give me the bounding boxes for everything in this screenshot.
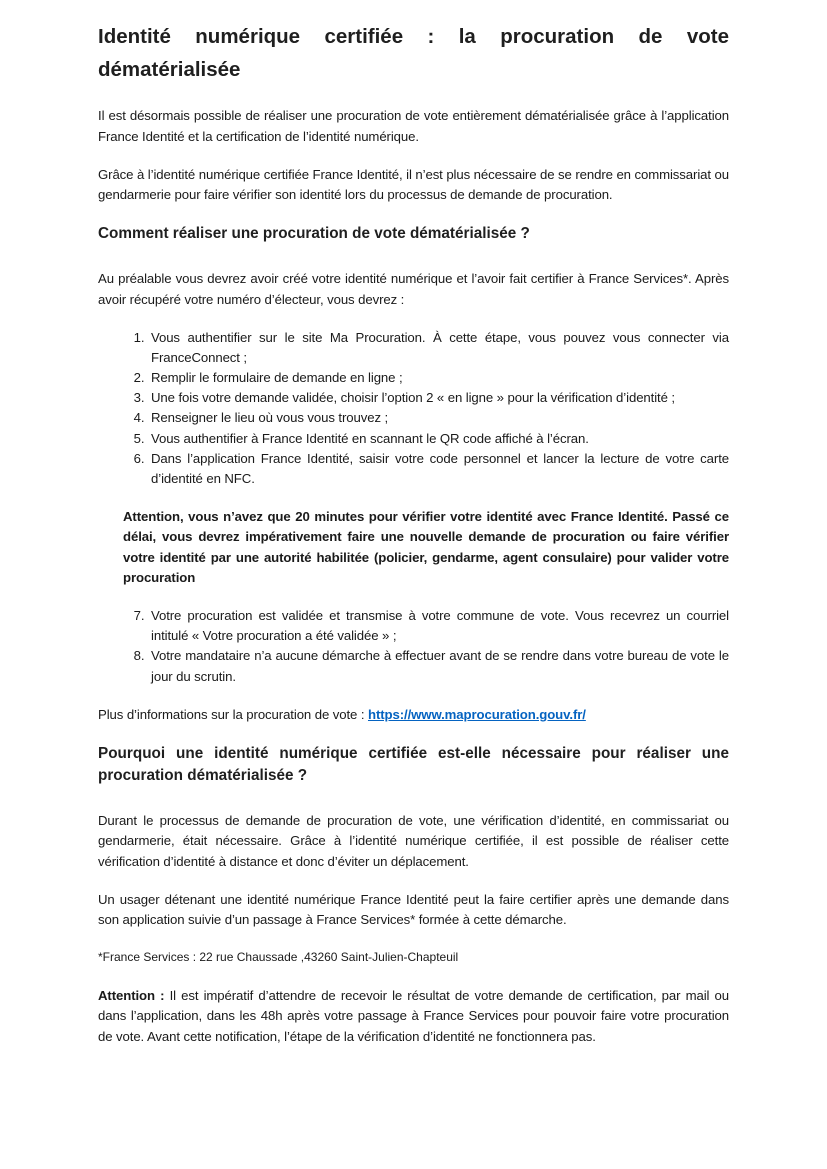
document-title: Identité numérique certifiée : la procuration de vote dématérialisée	[98, 25, 729, 82]
how-section-lead: Au préalable vous devrez avoir créé votre identité numérique et l’avoir fait certifier à France Services*. Après avoir récupéré votre numéro d’électeur, vous devrez :	[98, 271, 729, 307]
more-info-line	[98, 705, 729, 725]
maprocuration-link[interactable]: https://www.maprocuration.gouv.fr/	[367, 706, 586, 722]
intro-paragraph-2: Grâce à l’identité numérique certifiée France Identité, il n’est plus nécessaire de se rendre en commissariat ou gendarmerie pour faire vérifier son identité lors du processus de demande de procuration.	[98, 166, 729, 202]
how-section-heading: Comment réaliser une procuration de vote dématérialisée ?	[98, 225, 530, 243]
step-item: 6. Dans l’application France Identité, saisir votre code personnel et lancer la lecture de votre carte d’identité en NFC.	[148, 449, 729, 489]
steps-list-7-8	[98, 606, 729, 687]
intro-paragraph-1: Il est désormais possible de réaliser une procuration de vote entièrement dématérialisée grâce à l’application France Identité et la certification de l’identité numérique.	[98, 108, 729, 144]
france-services-footnote: *France Services : 22 rue Chaussade ,43260 Saint-Julien-Chapteuil	[98, 950, 459, 965]
why-paragraph-2: Un usager détenant une identité numérique France Identité peut la faire certifier après une demande dans son application suivie d’un passage à France Services* formée à cette démarche.	[98, 891, 729, 927]
steps-list-1-6	[98, 328, 729, 490]
more-info-label: Plus d’informations sur la procuration de vote :	[98, 706, 368, 722]
step-item: 5. Vous authentifier à France Identité en scannant le QR code affiché à l’écran.	[148, 429, 729, 449]
step-item: 7. Votre procuration est validée et transmise à votre commune de vote. Vous recevrez un courriel intitulé « Votre procuration a été validée » ;	[148, 606, 729, 646]
attention-text: Il est impératif d’attendre de recevoir le résultat de votre demande de certification, par mail ou dans l’application, dans les 48h après votre passage à France Services pour pouvoir faire votre procuration de vote. Avant cette notification, l’étape de la vérification d’identité ne fonctionnera pas.	[98, 988, 729, 1044]
attention-label: Attention :	[98, 988, 165, 1004]
why-section-heading: Pourquoi une identité numérique certifiée est-elle nécessaire pour réaliser une procuration dématérialisée ?	[98, 744, 729, 785]
step-item: 1. Vous authentifier sur le site Ma Procuration. À cette étape, vous pouvez vous connecter via FranceConnect ;	[148, 328, 729, 368]
step-item: 2. Remplir le formulaire de demande en ligne ;	[148, 368, 729, 388]
attention-paragraph	[98, 986, 729, 1047]
time-limit-warning: Attention, vous n’avez que 20 minutes pour vérifier votre identité avec France Identité. Passé ce délai, vous devrez impérativement faire une nouvelle demande de procuration ou faire vérifier votre identité par une autorité habilitée (policier, gendarme, agent consulaire) pour valider votre procuration	[123, 509, 729, 585]
why-paragraph-1: Durant le processus de demande de procuration de vote, une vérification d’identité, en commissariat ou gendarmerie, était nécessaire. Grâce à l’identité numérique certifiée, il est possible de réaliser cette vérification d’identité à distance et donc d’éviter un déplacement.	[98, 813, 729, 869]
step-item: 3. Une fois votre demande validée, choisir l’option 2 « en ligne » pour la vérification d’identité ;	[148, 388, 729, 408]
step-item: 8. Votre mandataire n’a aucune démarche à effectuer avant de se rendre dans votre bureau de vote le jour du scrutin.	[148, 646, 729, 686]
step-item: 4. Renseigner le lieu où vous vous trouvez ;	[148, 408, 729, 428]
